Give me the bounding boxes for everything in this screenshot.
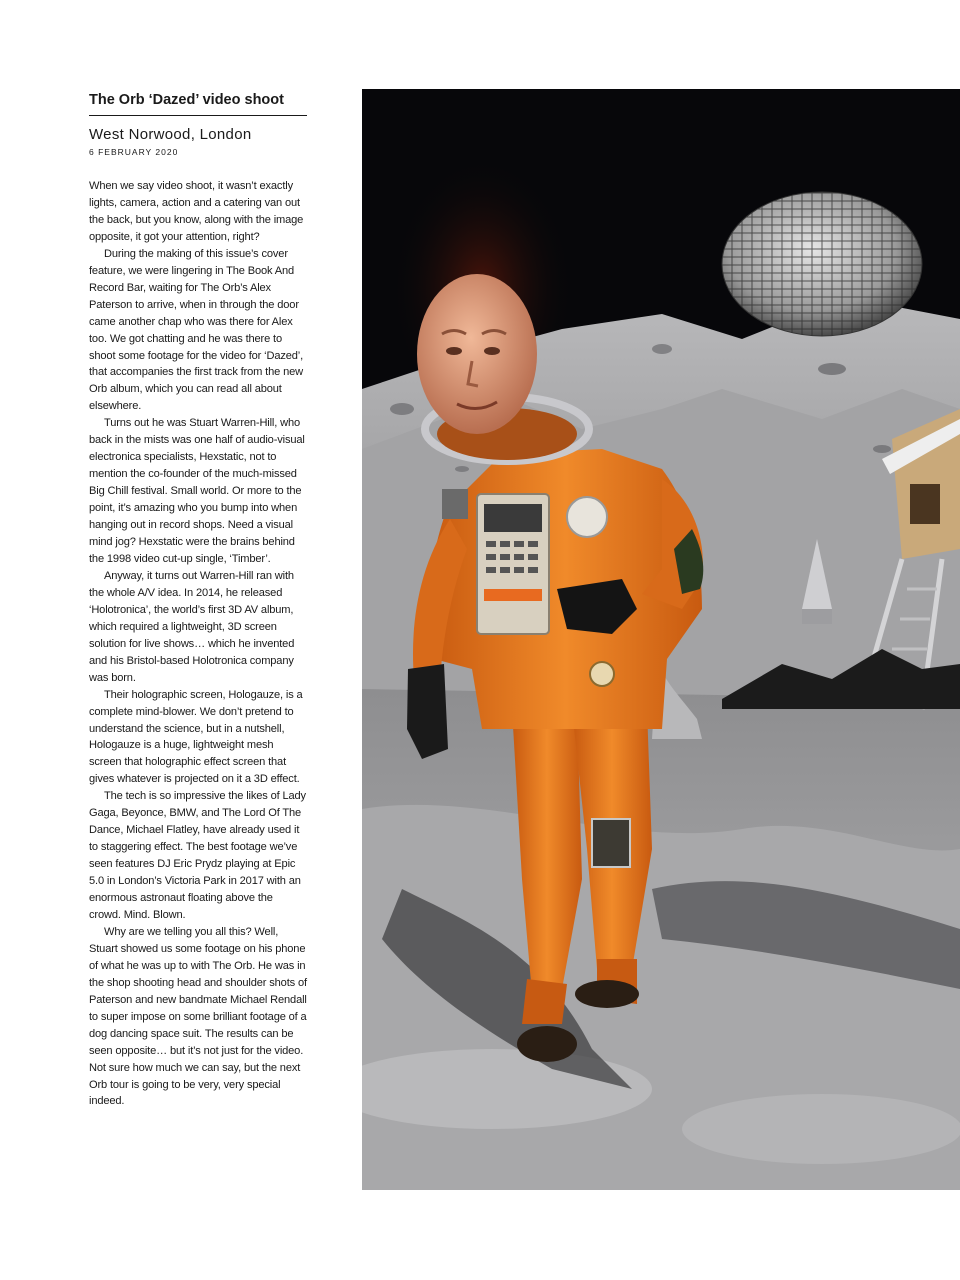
article-location: West Norwood, London xyxy=(89,126,252,143)
astronaut-photo xyxy=(362,89,960,1190)
article xyxy=(89,90,307,1110)
article-paragraph: During the making of this issue’s cover feature, we were lingering in The Book And Record Bar, waiting for The Orb’s Alex Paterson to arrive, when in through the door came another chap who was there for Alex too. We got chatting and he was there to shoot some footage for the video for ‘Dazed’, that accompanies the first track from the new Orb album, which you can read all about elsewhere. xyxy=(89,247,304,413)
astronaut-on-moon-illustration xyxy=(362,89,960,1190)
article-paragraph: Turns out he was Stuart Warren-Hill, who back in the mists was one half of audio-visual electronica specialists, Hexstatic, not to mention the co-founder of the much-missed Big Chill festival. Small world. Or more to the point, it’s amazing who you bump into when hanging out in record shops. Need a visual mind jog? Hexstatic were the brains behind the 1998 video cut-up single, ‘Timber’. xyxy=(89,417,305,565)
article-paragraph: The tech is so impressive the likes of Lady Gaga, Beyonce, BMW, and The Lord Of The Dance, Michael Flatley, have already used it to staggering effect. The best footage we’ve seen features DJ Eric Prydz playing at Epic 5.0 in London’s Victoria Park in 2017 with an enormous astronaut floating above the crowd. Mind. Blown. xyxy=(89,790,306,921)
article-paragraph: Anyway, it turns out Warren-Hill ran with the whole A/V idea. In 2014, he released ‘Holotronica’, the world’s first 3D AV album, which required a lightweight, 3D screen solution for live shows… which he invented and his Bristol-based Holotronica company was born. xyxy=(89,569,295,684)
article-body xyxy=(89,178,307,1110)
article-date: 6 FEBRUARY 2020 xyxy=(89,147,179,157)
article-paragraph: When we say video shoot, it wasn’t exactly lights, camera, action and a catering van out the back, but you know, along with the image opposite, it got your attention, right? xyxy=(89,180,304,243)
article-headline: The Orb ‘Dazed’ video shoot xyxy=(89,90,307,116)
article-paragraph: Why are we telling you all this? Well, Stuart showed us some footage on his phone of what he was up to with The Orb. He was in the shop shooting head and shoulder shots of Paterson and new bandmate Michael Rendall to super impose on some brilliant footage of a dog dancing space suit. The results can be seen opposite… but it’s not just for the video. Not sure how much we can say, but the next Orb tour is going to be very, very special indeed. xyxy=(89,925,307,1108)
article-paragraph: Their holographic screen, Hologauze, is a complete mind-blower. We don’t pretend to understand the science, but in a nutshell, Hologauze is a huge, lightweight mesh screen that holographic effect screen that gives whatever is projected on it a 3D effect. xyxy=(89,688,303,786)
